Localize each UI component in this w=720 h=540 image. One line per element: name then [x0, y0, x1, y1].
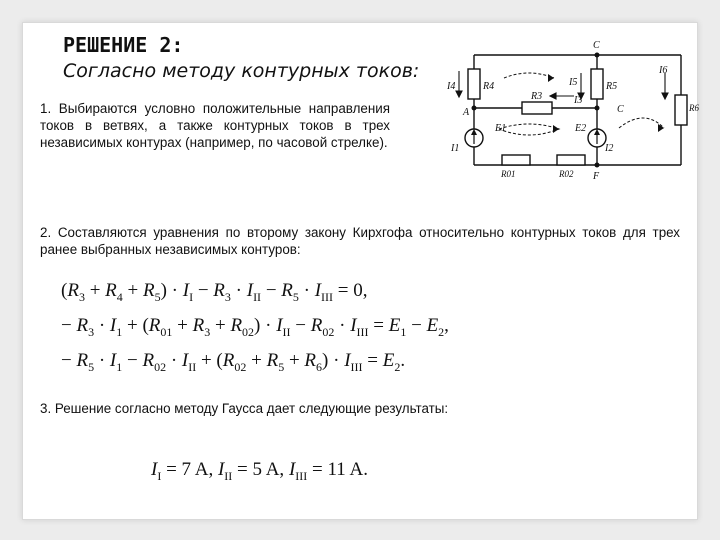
- step-3-text: 3. Решение согласно методу Гаусса дает следующие результаты:: [40, 401, 449, 416]
- equation-3: − $R_5 \cdot I_1 - R_{02} \cdot I_{II} + (R_{02} + R_5 + R_6) \cdot I_{III} = E_2$.: [61, 350, 406, 374]
- equation-2: − $R_3 \cdot I_1 + (R_{01} + R_3 + R_{02}) \cdot I_{II} - R_{02} \cdot I_{III} = E_1 - E_2$,: [61, 315, 449, 339]
- label-i6: I6: [659, 65, 668, 76]
- label-e1: E1: [495, 123, 507, 134]
- node-a-label: A: [463, 107, 470, 118]
- node-c2-label: C: [617, 104, 624, 115]
- slide-subtitle: Согласно методу контурных токов:: [63, 60, 420, 82]
- label-r6: R6: [689, 103, 699, 113]
- slide: [22, 22, 698, 520]
- circuit-diagram: [429, 33, 699, 193]
- slide-title: РЕШЕНИЕ 2:: [63, 33, 184, 57]
- label-r4: R4: [483, 81, 495, 92]
- label-i4: I4: [447, 81, 456, 92]
- node-f-label: F: [593, 171, 600, 182]
- label-e2: E2: [575, 123, 587, 134]
- label-r01: R01: [501, 169, 516, 179]
- node-c-label: C: [593, 40, 600, 51]
- equation-1: $(R_3 + R_4 + R_5) \cdot I_I - R_3 \cdot I_{II} - R_5 \cdot I_{III} = 0$,: [61, 280, 368, 304]
- result-values: $I_I = 7$ A, $I_{II} = 5$ A, $I_{III} = 11$ A.: [151, 459, 368, 483]
- step-2-text: 2. Составляются уравнения по второму закону Кирхгофа относительно контурных токов для трех ранее выбранных независимых контуров:: [40, 225, 680, 257]
- label-i1: I1: [451, 143, 460, 154]
- label-r02: R02: [559, 169, 574, 179]
- label-i3: I3: [574, 95, 583, 106]
- label-r3: R3: [531, 91, 543, 102]
- label-r5: R5: [606, 81, 618, 92]
- label-i2: I2: [605, 143, 614, 154]
- step-1-text: 1. Выбираются условно положительные направления токов в ветвях, а также контурных токов в трех независимых контурах (например, по часовой стрелке).: [40, 101, 390, 150]
- label-i5: I5: [569, 77, 578, 88]
